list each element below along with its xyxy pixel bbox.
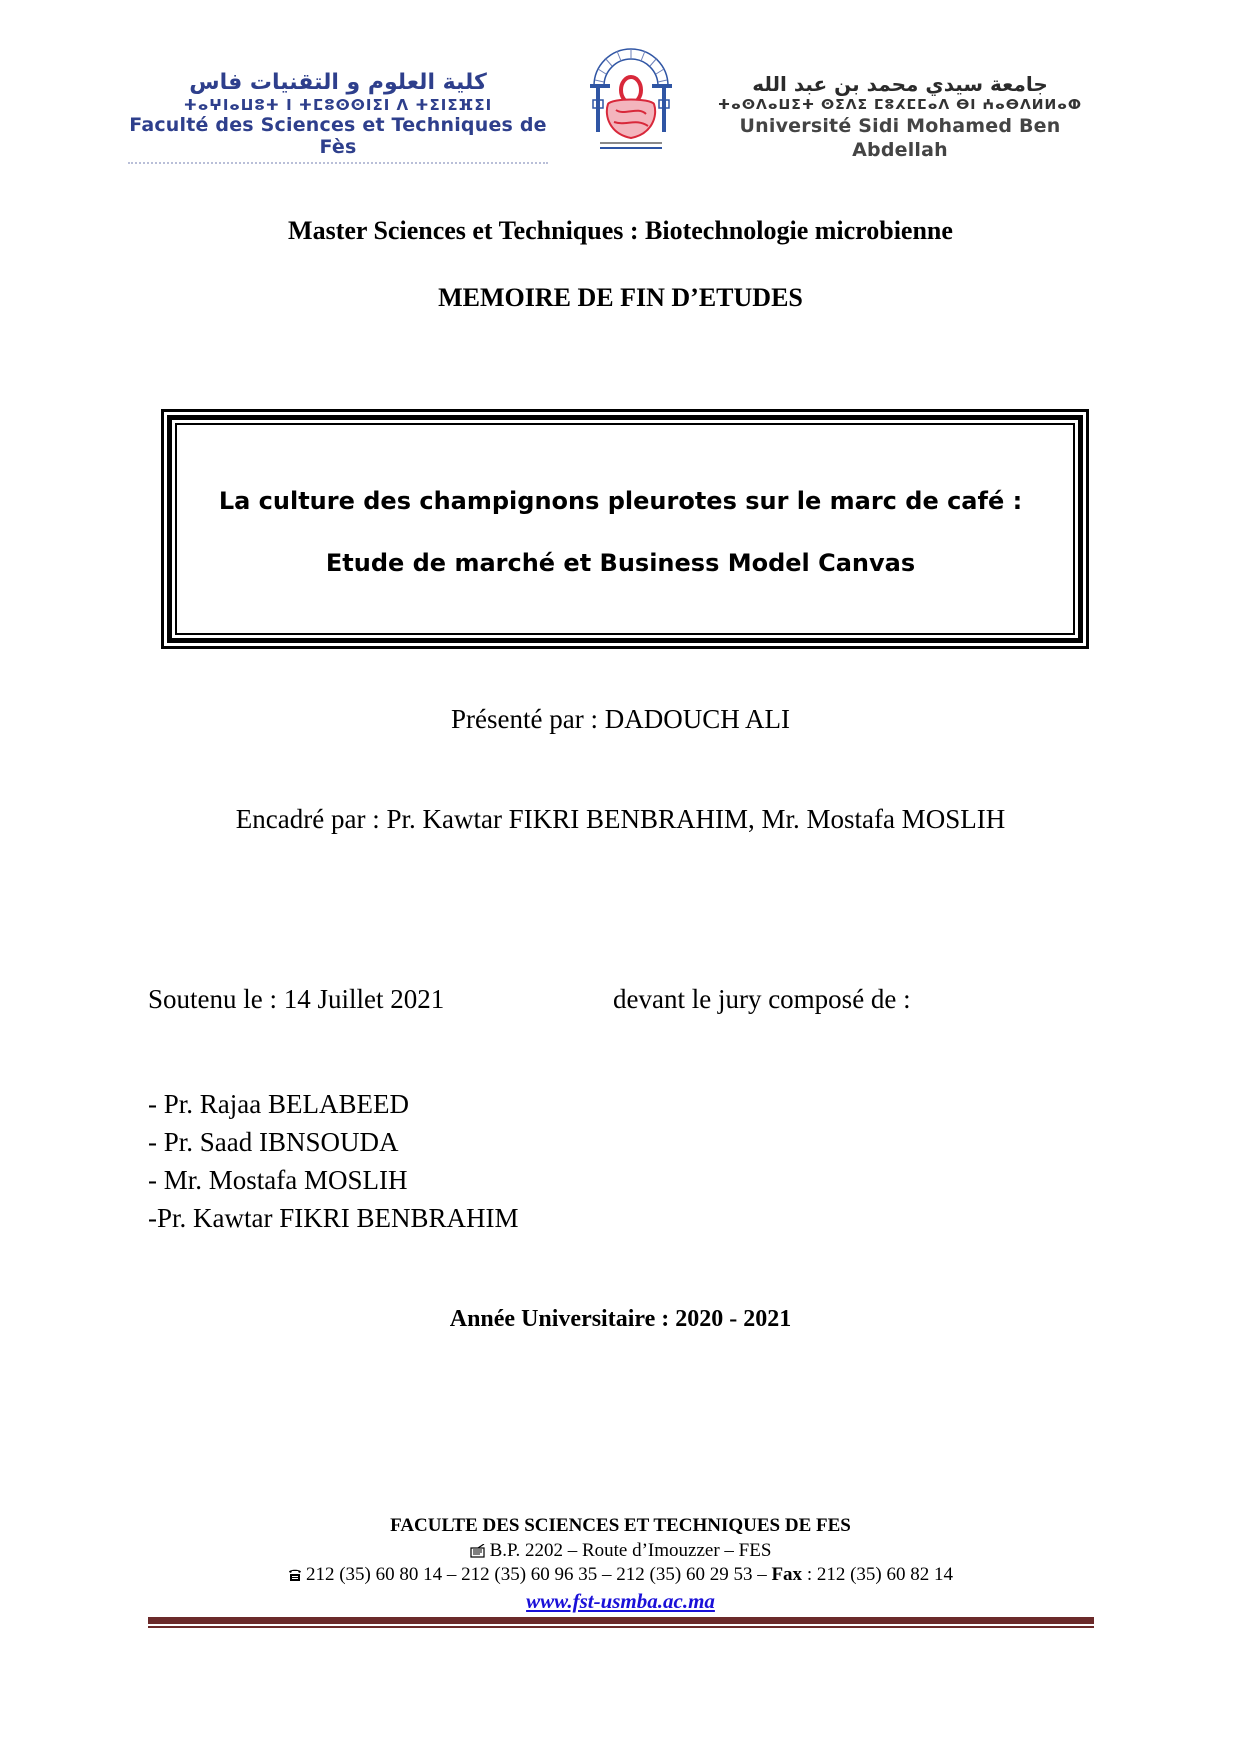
footer-institution: FACULTE DES SCIENCES ET TECHNIQUES DE FES <box>390 1515 851 1536</box>
jury-member: - Pr. Rajaa BELABEED <box>148 1089 409 1119</box>
supervised-by: Encadré par : Pr. Kawtar FIKRI BENBRAHIM, Mr. Mostafa MOSLIH <box>235 804 1006 834</box>
website-link[interactable]: www.fst-usmba.ac.ma <box>526 1589 715 1613</box>
usmba-logo-arabic: جامعة سيدي محمد بن عبد الله <box>752 72 1048 96</box>
fst-logo-arabic: كلية العلوم و التقنيات فاس <box>189 70 487 95</box>
footer-phones-text: 212 (35) 60 80 14 – 212 (35) 60 96 35 – 212 (35) 60 29 53 – <box>305 1564 772 1585</box>
usmba-logo-french: Université Sidi Mohamed Ben Abdellah <box>739 115 1061 161</box>
jury-member: -Pr. Kawtar FIKRI BENBRAHIM <box>148 1203 519 1233</box>
thesis-title-frame <box>161 409 1089 649</box>
fst-logo-tifinagh: ⵜⴰⵖⵏⴰⵡⵓⵜ ⵏ ⵜⵎⵓⵙⵙⵏⵉⵏ ⴷ ⵜⵉⵏⵉⴼⵉⵏ <box>183 96 493 114</box>
phone-icon <box>288 1566 302 1588</box>
footer-divider-thick <box>148 1617 1094 1624</box>
footer-divider-thin <box>148 1626 1094 1628</box>
usmba-logo-tifinagh: ⵜⴰⵙⴷⴰⵡⵉⵜ ⵙⵉⴷⵉ ⵎⵓⵃⵎⵎⴰⴷ ⴱⵏ ⵄⴰⴱⴷⵍⵍⴰⵀ <box>717 97 1083 113</box>
presented-by: Présenté par : DADOUCH ALI <box>451 704 790 734</box>
fax-number: : 212 (35) 60 82 14 <box>802 1564 953 1585</box>
footer-address-text: B.P. 2202 – Route d’Imouzzer – FES <box>489 1540 772 1561</box>
jury-member: - Pr. Saad IBNSOUDA <box>148 1127 399 1157</box>
jury-list <box>148 1085 519 1237</box>
master-title: Master Sciences et Techniques : Biotechnologie microbienne <box>288 216 953 245</box>
jury-member: - Mr. Mostafa MOSLIH <box>148 1165 408 1195</box>
fst-logo-french: Faculté des Sciences et Techniques de Fès <box>129 114 547 158</box>
fst-logo-underline <box>128 162 548 166</box>
mail-icon <box>470 1542 486 1564</box>
academic-year: Année Universitaire : 2020 - 2021 <box>449 1306 792 1332</box>
defense-date: Soutenu le : 14 Juillet 2021 <box>148 984 445 1014</box>
footer-address <box>0 1540 1241 1564</box>
thesis-title-line-2: Etude de marché et Business Model Canvas <box>325 549 916 577</box>
university-emblem-icon <box>586 42 676 154</box>
fst-logo <box>118 70 558 166</box>
memoire-title: MEMOIRE DE FIN D’ETUDES <box>438 283 803 312</box>
usmba-logo <box>700 72 1100 162</box>
footer-phones <box>0 1564 1241 1588</box>
usmba-emblem <box>586 42 676 154</box>
jury-intro: devant le jury composé de : <box>613 984 911 1014</box>
fax-label: Fax <box>771 1564 803 1585</box>
footer-website-container <box>0 1589 1241 1614</box>
thesis-title-line-1: La culture des champignons pleurotes sur le marc de café : <box>218 487 1023 515</box>
